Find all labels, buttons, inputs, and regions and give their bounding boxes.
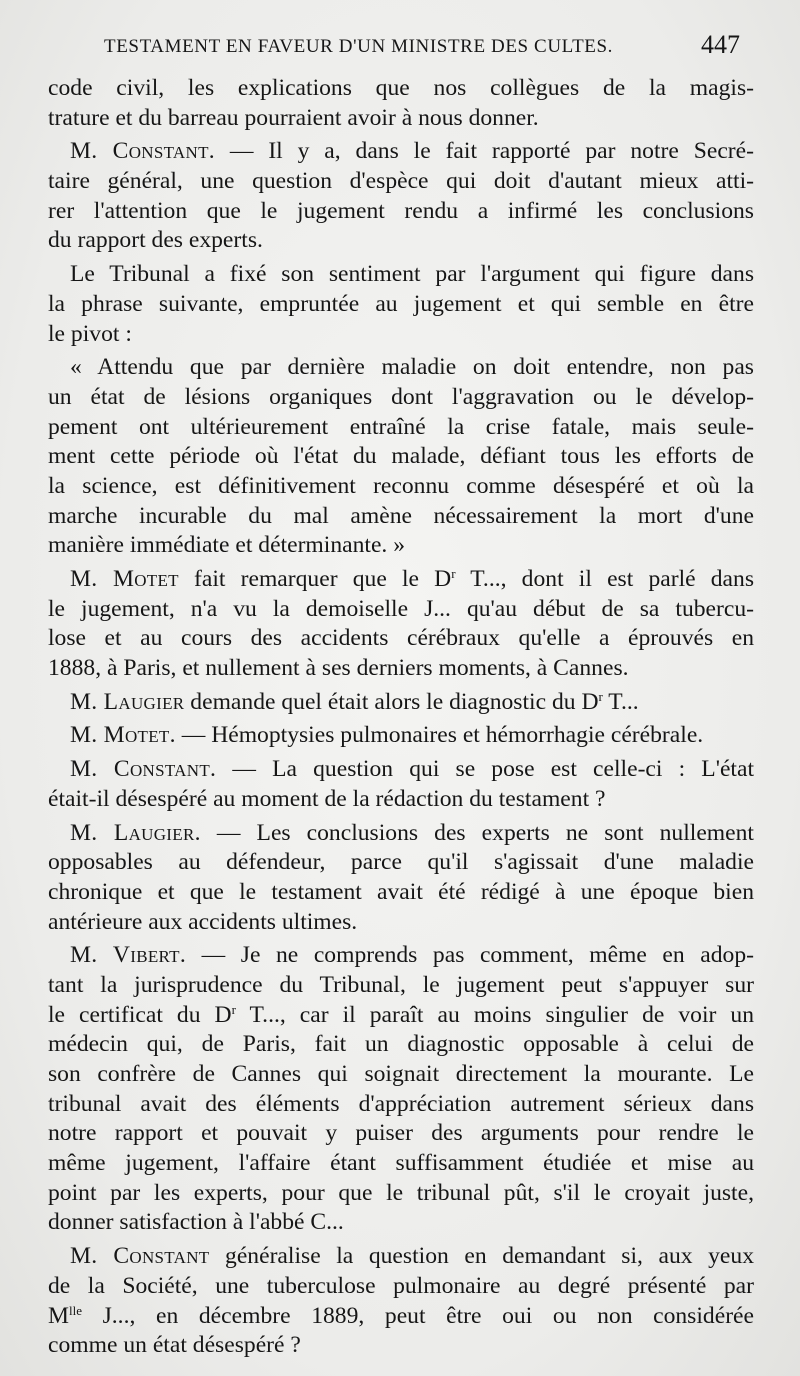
line-text: un état de lésions organiques dont l'aggravation ou le dévelop- xyxy=(48,383,754,410)
paragraph xyxy=(48,1242,754,1361)
line-text: le jugement, n'a vu la demoiselle J... qu'au début de sa tubercu- xyxy=(48,595,754,622)
page-number: 447 xyxy=(701,30,740,59)
line-text: le pivot : xyxy=(48,320,132,347)
speaker-name: M. Motet xyxy=(70,566,179,592)
text-line xyxy=(48,721,754,751)
line-text: taire général, une question d'espèce qui doit d'autant mieux atti- xyxy=(48,168,754,195)
text-line xyxy=(48,848,754,878)
line-text: fait remarquer que le D xyxy=(178,566,452,592)
line-text: Le Tribunal a fixé son sentiment par l'argument qui figure dans xyxy=(70,261,754,288)
text-line xyxy=(48,595,754,625)
text-line xyxy=(48,1149,754,1179)
line-text: la science, est définitivement reconnu comme désespéré et où la xyxy=(48,472,754,499)
text-line xyxy=(48,908,754,938)
text-line xyxy=(48,1179,754,1209)
text-line xyxy=(48,941,754,971)
paragraph xyxy=(48,941,754,1238)
line-text: — Je ne comprends pas comment, même en adop- xyxy=(186,942,754,969)
text-line xyxy=(48,472,754,502)
text-line xyxy=(48,624,754,654)
line-text-after: T... xyxy=(602,688,639,715)
text-line xyxy=(48,226,754,256)
superscript: r xyxy=(451,566,456,581)
line-text: du rapport des experts. xyxy=(48,227,263,254)
superscript: r xyxy=(231,1001,236,1017)
line-text: — Il y a, dans le fait rapporté par notre Secré- xyxy=(214,138,754,165)
line-text: 1888, à Paris, et nullement à ses derniers moments, à Cannes. xyxy=(48,655,629,682)
text-line xyxy=(48,971,754,1001)
line-text: trature et du barreau pourraient avoir à nous donner. xyxy=(48,104,539,131)
line-text: — Hémoptysies pulmonaires et hémorrhagie cérébrale. xyxy=(175,722,704,749)
line-text: la phrase suivante, empruntée au jugement et qui semble en être xyxy=(48,290,754,317)
speaker-name: M. Constant. xyxy=(70,756,217,783)
line-text: code civil, les explications que nos collègues de la magis- xyxy=(48,75,754,101)
paragraph xyxy=(48,819,754,938)
line-text: point par les experts, pour que le tribunal pût, s'il le croyait juste, xyxy=(48,1179,754,1206)
speaker-name: M. Vibert. xyxy=(70,942,187,969)
line-text: de la Société, une tuberculose pulmonaire au degré présenté par xyxy=(48,1272,754,1299)
line-text: le certificat du D xyxy=(48,1001,232,1028)
line-text: tant la jurisprudence du Tribunal, le jugement peut s'appuyer sur xyxy=(48,971,754,998)
line-text: demande quel était alors le diagnostic du D xyxy=(184,688,599,715)
line-text: même jugement, l'affaire étant suffisamment étudiée et mise au xyxy=(48,1150,754,1177)
text-line xyxy=(48,320,754,350)
speaker-name: M. Constant xyxy=(70,1243,210,1270)
text-line xyxy=(48,1060,754,1090)
text-line xyxy=(48,878,754,908)
text-line xyxy=(48,531,754,561)
line-text: ment cette période où l'état du malade, défiant tous les efforts de xyxy=(48,443,754,470)
speaker-name: M. Constant. xyxy=(70,138,215,165)
text-line xyxy=(48,1090,754,1120)
speaker-name: M. Laugier xyxy=(70,688,185,715)
superscript: r xyxy=(598,688,603,704)
text-line xyxy=(48,785,754,815)
line-text: — La question qui se pose est celle-ci : L'état xyxy=(216,756,755,783)
text-line xyxy=(48,1030,754,1060)
line-text: généralise la question en demandant si, aux yeux xyxy=(209,1243,754,1270)
line-text: tribunal avait des éléments d'appréciation autrement sérieux dans xyxy=(48,1090,754,1117)
paragraph xyxy=(48,260,754,349)
line-text: opposables au défendeur, parce qu'il s'agissait d'une maladie xyxy=(48,849,754,876)
line-text: manière immédiate et déterminante. » xyxy=(48,532,406,559)
text-line xyxy=(48,1242,754,1272)
line-text: pement ont ultérieurement entraîné la crise fatale, mais seule- xyxy=(48,413,754,440)
line-text: — Les conclusions des experts ne sont nullement xyxy=(200,819,754,846)
line-text: chronique et que le testament avait été rédigé à une époque bien xyxy=(48,878,754,905)
line-text-after: T..., car il paraît au moins singulier de voir un xyxy=(235,1001,754,1028)
text-line xyxy=(48,104,754,134)
line-text: était-il désespéré au moment de la rédaction du testament ? xyxy=(48,785,606,812)
text-line xyxy=(48,413,754,443)
speaker-name: M. Motet. xyxy=(70,722,176,749)
paragraph xyxy=(48,137,754,256)
text-line xyxy=(48,1272,754,1302)
text-line xyxy=(48,688,754,718)
paragraph xyxy=(48,721,754,751)
text-line xyxy=(48,755,754,785)
text-line xyxy=(48,137,754,167)
paragraph xyxy=(48,74,754,133)
line-text: « Attendu que par dernière maladie on doit entendre, non pas xyxy=(70,354,754,381)
text-line xyxy=(48,1119,754,1149)
line-text: lose et au cours des accidents cérébraux qu'elle a éprouvés en xyxy=(48,625,754,652)
text-line xyxy=(48,383,754,413)
text-line xyxy=(48,353,754,383)
text-line xyxy=(48,167,754,197)
line-text-after: T..., dont il est parlé dans xyxy=(455,566,755,592)
line-text: rer l'attention que le jugement rendu a infirmé les conclusions xyxy=(48,197,754,224)
running-header xyxy=(104,32,740,62)
line-text-after: J..., en décembre 1889, peut être oui ou non considérée xyxy=(81,1302,754,1329)
body-text xyxy=(48,74,754,1361)
line-text: notre rapport et pouvait y puiser des arguments pour rendre le xyxy=(48,1120,754,1147)
text-line xyxy=(48,654,754,684)
paragraph xyxy=(48,353,754,561)
text-line xyxy=(48,290,754,320)
paragraph xyxy=(48,565,754,684)
text-line xyxy=(48,1331,754,1361)
text-line xyxy=(48,502,754,532)
line-text: donner satisfaction à l'abbé C... xyxy=(48,1209,344,1236)
text-line xyxy=(48,1001,754,1031)
line-text: comme un état désespéré ? xyxy=(48,1332,301,1359)
text-line xyxy=(48,1302,754,1332)
line-text: marche incurable du mal amène nécessairement la mort d'une xyxy=(48,502,754,529)
text-line xyxy=(48,442,754,472)
text-line xyxy=(48,197,754,227)
paragraph xyxy=(48,688,754,718)
text-line xyxy=(48,260,754,290)
speaker-name: M. Laugier. xyxy=(70,819,201,846)
text-line xyxy=(48,1208,754,1238)
running-title: TESTAMENT EN FAVEUR D'UN MINISTRE DES CULTES. xyxy=(104,36,614,57)
line-text: médecin qui, de Paris, fait un diagnostic opposable à celui de xyxy=(48,1031,754,1058)
text-line xyxy=(48,565,754,595)
line-text: antérieure aux accidents ultimes. xyxy=(48,908,358,935)
paragraph xyxy=(48,755,754,814)
text-line xyxy=(48,819,754,849)
text-line xyxy=(48,74,754,104)
superscript: lle xyxy=(68,1302,82,1318)
line-text: son confrère de Cannes qui soignait directement la mourante. Le xyxy=(48,1061,754,1087)
line-text: M xyxy=(48,1302,69,1329)
